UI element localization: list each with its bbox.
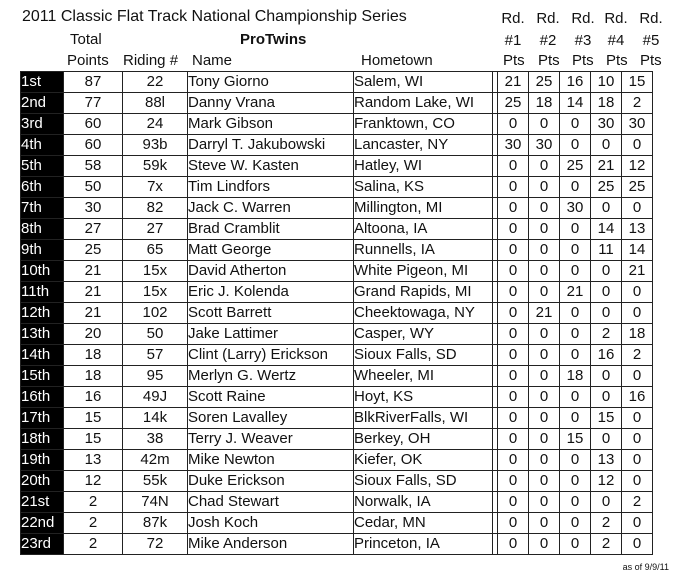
round-3-points-cell: 15: [560, 429, 591, 450]
total-points-cell: 16: [64, 387, 123, 408]
round-3-points-cell: 0: [560, 177, 591, 198]
round-5-points-cell: 0: [622, 471, 653, 492]
rider-name-cell: Mike Anderson: [188, 534, 354, 555]
round-2-points-cell: 30: [529, 135, 560, 156]
hometown-cell: Millington, MI: [354, 198, 493, 219]
riding-number-cell: 49J: [123, 387, 188, 408]
round-2-header: [531, 8, 565, 52]
table-row: [21, 261, 653, 282]
round-2-points-cell: 0: [529, 282, 560, 303]
round-2-points-cell: 0: [529, 534, 560, 555]
hometown-cell: Random Lake, WI: [354, 93, 493, 114]
round-3-points-cell: 14: [560, 93, 591, 114]
round-1-points-cell: 0: [498, 240, 529, 261]
round-1-points-cell: 0: [498, 366, 529, 387]
riding-number-cell: 82: [123, 198, 188, 219]
round-1-points-cell: 21: [498, 72, 529, 93]
table-row: [21, 408, 653, 429]
position-cell: 17th: [21, 408, 64, 429]
position-cell: 16th: [21, 387, 64, 408]
table-row: [21, 219, 653, 240]
round-1-points-cell: 30: [498, 135, 529, 156]
round-5-points-cell: 0: [622, 282, 653, 303]
total-points-cell: 60: [64, 114, 123, 135]
round-1-points-cell: 0: [498, 303, 529, 324]
total-points-cell: 60: [64, 135, 123, 156]
round-2-points-cell: 0: [529, 513, 560, 534]
round-label: Rd.: [501, 10, 525, 27]
rider-name-cell: Josh Koch: [188, 513, 354, 534]
round-2-points-cell: 0: [529, 366, 560, 387]
round-4-points-cell: 2: [591, 534, 622, 555]
position-cell: 4th: [21, 135, 64, 156]
round-2-points-cell: 0: [529, 471, 560, 492]
round-5-points-cell: 0: [622, 303, 653, 324]
total-points-cell: 18: [64, 366, 123, 387]
riding-number-cell: 65: [123, 240, 188, 261]
rider-name-cell: Mike Newton: [188, 450, 354, 471]
hometown-cell: Hoyt, KS: [354, 387, 493, 408]
rider-name-cell: Tim Lindfors: [188, 177, 354, 198]
standings-rows: [21, 72, 653, 555]
round-3-points-cell: 0: [560, 450, 591, 471]
hometown-cell: Berkey, OH: [354, 429, 493, 450]
round-1-points-cell: 0: [498, 534, 529, 555]
round-3-points-cell: 0: [560, 492, 591, 513]
table-row: [21, 366, 653, 387]
rider-name-cell: Scott Barrett: [188, 303, 354, 324]
round-2-points-cell: 0: [529, 345, 560, 366]
table-row: [21, 240, 653, 261]
round-5-points-cell: 0: [622, 366, 653, 387]
round-1-points-cell: 0: [498, 198, 529, 219]
riding-number-cell: 59k: [123, 156, 188, 177]
rider-name-cell: Clint (Larry) Erickson: [188, 345, 354, 366]
position-cell: 14th: [21, 345, 64, 366]
round-3-points-cell: 0: [560, 261, 591, 282]
position-cell: 3rd: [21, 114, 64, 135]
rider-name-cell: Mark Gibson: [188, 114, 354, 135]
round-1-points-cell: 0: [498, 492, 529, 513]
points-header: Points: [67, 52, 109, 69]
round-2-points-cell: 0: [529, 429, 560, 450]
table-row: [21, 156, 653, 177]
riding-number-cell: 15x: [123, 261, 188, 282]
page-title: 2011 Classic Flat Track National Championship Series: [22, 8, 407, 25]
round-2-points-cell: 0: [529, 492, 560, 513]
name-header: Name: [192, 52, 233, 69]
round-number: #3: [574, 32, 592, 49]
round-3-points-cell: 0: [560, 408, 591, 429]
position-cell: 22nd: [21, 513, 64, 534]
round-4-points-cell: 15: [591, 408, 622, 429]
round-3-points-cell: 18: [560, 366, 591, 387]
position-cell: 2nd: [21, 93, 64, 114]
round-5-header: [634, 8, 668, 52]
round-5-points-cell: 0: [622, 198, 653, 219]
table-row: [21, 93, 653, 114]
riding-number-cell: 88l: [123, 93, 188, 114]
round-5-points-cell: 12: [622, 156, 653, 177]
riding-number-cell: 87k: [123, 513, 188, 534]
round-1-points-cell: 0: [498, 156, 529, 177]
round-5-points-cell: 2: [622, 492, 653, 513]
rider-name-cell: Danny Vrana: [188, 93, 354, 114]
round-4-points-cell: 16: [591, 345, 622, 366]
round-2-points-cell: 0: [529, 387, 560, 408]
round-3-points-cell: 25: [560, 156, 591, 177]
table-row: [21, 303, 653, 324]
riding-number-cell: 95: [123, 366, 188, 387]
round-1-points-cell: 0: [498, 324, 529, 345]
round-5-points-cell: 0: [622, 450, 653, 471]
round-5-points-cell: 2: [622, 93, 653, 114]
riding-number-cell: 74N: [123, 492, 188, 513]
hometown-cell: Cheektowaga, NY: [354, 303, 493, 324]
standings-table: [20, 71, 653, 555]
round-2-points-cell: 18: [529, 93, 560, 114]
round-5-points-cell: 30: [622, 114, 653, 135]
round-1-points-cell: 0: [498, 450, 529, 471]
round-5-points-cell: 0: [622, 408, 653, 429]
round-5-points-cell: 15: [622, 72, 653, 93]
round-label: Rd.: [604, 10, 628, 27]
round-2-points-cell: 0: [529, 324, 560, 345]
hometown-cell: BlkRiverFalls, WI: [354, 408, 493, 429]
table-row: [21, 345, 653, 366]
round-1-points-cell: 0: [498, 387, 529, 408]
riding-number-cell: 24: [123, 114, 188, 135]
rider-name-cell: Brad Cramblit: [188, 219, 354, 240]
round-label: Rd.: [639, 10, 663, 27]
position-cell: 21st: [21, 492, 64, 513]
hometown-header: Hometown: [361, 52, 433, 69]
position-cell: 9th: [21, 240, 64, 261]
table-row: [21, 429, 653, 450]
round-4-points-cell: 0: [591, 282, 622, 303]
hometown-cell: Runnells, IA: [354, 240, 493, 261]
round-2-points-cell: 0: [529, 240, 560, 261]
pts-header: Pts: [572, 52, 594, 69]
total-points-cell: 2: [64, 513, 123, 534]
round-5-points-cell: 2: [622, 345, 653, 366]
table-row: [21, 177, 653, 198]
pts-header: Pts: [640, 52, 662, 69]
round-3-header: [566, 8, 600, 52]
position-cell: 13th: [21, 324, 64, 345]
round-1-points-cell: 0: [498, 261, 529, 282]
round-4-header: [599, 8, 633, 52]
round-2-points-cell: 0: [529, 114, 560, 135]
table-row: [21, 387, 653, 408]
hometown-cell: Cedar, MN: [354, 513, 493, 534]
position-cell: 12th: [21, 303, 64, 324]
round-3-points-cell: 21: [560, 282, 591, 303]
rider-name-cell: Merlyn G. Wertz: [188, 366, 354, 387]
total-points-cell: 58: [64, 156, 123, 177]
hometown-cell: Norwalk, IA: [354, 492, 493, 513]
round-3-points-cell: 0: [560, 240, 591, 261]
hometown-cell: Princeton, IA: [354, 534, 493, 555]
round-5-points-cell: 0: [622, 135, 653, 156]
rider-name-cell: Duke Erickson: [188, 471, 354, 492]
round-4-points-cell: 14: [591, 219, 622, 240]
total-points-cell: 13: [64, 450, 123, 471]
round-5-points-cell: 13: [622, 219, 653, 240]
table-row: [21, 492, 653, 513]
round-1-points-cell: 0: [498, 345, 529, 366]
total-points-cell: 15: [64, 408, 123, 429]
riding-number-cell: 7x: [123, 177, 188, 198]
round-4-points-cell: 0: [591, 429, 622, 450]
round-2-points-cell: 21: [529, 303, 560, 324]
round-1-points-cell: 0: [498, 429, 529, 450]
round-1-points-cell: 0: [498, 114, 529, 135]
riding-number-cell: 15x: [123, 282, 188, 303]
round-4-points-cell: 0: [591, 261, 622, 282]
round-label: Rd.: [571, 10, 595, 27]
table-row: [21, 114, 653, 135]
round-4-points-cell: 0: [591, 303, 622, 324]
hometown-cell: Kiefer, OK: [354, 450, 493, 471]
round-3-points-cell: 0: [560, 534, 591, 555]
position-cell: 5th: [21, 156, 64, 177]
pts-header: Pts: [606, 52, 628, 69]
round-4-points-cell: 2: [591, 324, 622, 345]
table-row: [21, 72, 653, 93]
rider-name-cell: Scott Raine: [188, 387, 354, 408]
total-points-cell: 27: [64, 219, 123, 240]
pts-header: Pts: [503, 52, 525, 69]
round-number: #1: [504, 32, 522, 49]
round-1-points-cell: 0: [498, 513, 529, 534]
round-2-points-cell: 0: [529, 219, 560, 240]
round-2-points-cell: 25: [529, 72, 560, 93]
table-row: [21, 471, 653, 492]
round-3-points-cell: 0: [560, 471, 591, 492]
total-points-cell: 15: [64, 429, 123, 450]
riding-number-cell: 27: [123, 219, 188, 240]
pts-header: Pts: [538, 52, 560, 69]
position-cell: 19th: [21, 450, 64, 471]
table-row: [21, 513, 653, 534]
hometown-cell: Sioux Falls, SD: [354, 471, 493, 492]
round-3-points-cell: 30: [560, 198, 591, 219]
total-points-cell: 21: [64, 261, 123, 282]
round-5-points-cell: 21: [622, 261, 653, 282]
round-4-points-cell: 11: [591, 240, 622, 261]
round-label: Rd.: [536, 10, 560, 27]
position-cell: 10th: [21, 261, 64, 282]
position-cell: 15th: [21, 366, 64, 387]
rider-name-cell: Matt George: [188, 240, 354, 261]
round-3-points-cell: 16: [560, 72, 591, 93]
round-4-points-cell: 21: [591, 156, 622, 177]
as-of-note: as of 9/9/11: [622, 562, 669, 572]
round-1-points-cell: 0: [498, 219, 529, 240]
total-points-cell: 20: [64, 324, 123, 345]
table-row: [21, 450, 653, 471]
round-5-points-cell: 16: [622, 387, 653, 408]
hometown-cell: Salina, KS: [354, 177, 493, 198]
riding-number-cell: 22: [123, 72, 188, 93]
total-label: Total: [70, 31, 102, 48]
position-cell: 6th: [21, 177, 64, 198]
round-3-points-cell: 0: [560, 135, 591, 156]
rider-name-cell: Chad Stewart: [188, 492, 354, 513]
total-points-cell: 30: [64, 198, 123, 219]
hometown-cell: Franktown, CO: [354, 114, 493, 135]
round-number: #5: [642, 32, 660, 49]
round-5-points-cell: 0: [622, 534, 653, 555]
hometown-cell: Lancaster, NY: [354, 135, 493, 156]
riding-number-cell: 57: [123, 345, 188, 366]
class-label: ProTwins: [240, 31, 307, 48]
round-number: #2: [539, 32, 557, 49]
riding-number-cell: 93b: [123, 135, 188, 156]
round-5-points-cell: 18: [622, 324, 653, 345]
round-4-points-cell: 25: [591, 177, 622, 198]
table-row: [21, 324, 653, 345]
table-row: [21, 135, 653, 156]
round-2-points-cell: 0: [529, 261, 560, 282]
rider-name-cell: David Atherton: [188, 261, 354, 282]
round-5-points-cell: 25: [622, 177, 653, 198]
round-1-points-cell: 0: [498, 282, 529, 303]
total-points-cell: 2: [64, 534, 123, 555]
round-1-points-cell: 25: [498, 93, 529, 114]
total-points-cell: 25: [64, 240, 123, 261]
round-5-points-cell: 0: [622, 429, 653, 450]
total-points-cell: 18: [64, 345, 123, 366]
hometown-cell: Altoona, IA: [354, 219, 493, 240]
round-1-points-cell: 0: [498, 177, 529, 198]
rider-name-cell: Terry J. Weaver: [188, 429, 354, 450]
round-4-points-cell: 2: [591, 513, 622, 534]
position-cell: 1st: [21, 72, 64, 93]
round-4-points-cell: 0: [591, 135, 622, 156]
round-5-points-cell: 14: [622, 240, 653, 261]
round-3-points-cell: 0: [560, 303, 591, 324]
round-2-points-cell: 0: [529, 177, 560, 198]
total-points-cell: 87: [64, 72, 123, 93]
total-points-cell: 12: [64, 471, 123, 492]
round-3-points-cell: 0: [560, 219, 591, 240]
hometown-cell: Grand Rapids, MI: [354, 282, 493, 303]
hometown-cell: Casper, WY: [354, 324, 493, 345]
round-2-points-cell: 0: [529, 198, 560, 219]
round-4-points-cell: 0: [591, 492, 622, 513]
round-3-points-cell: 0: [560, 114, 591, 135]
round-3-points-cell: 0: [560, 387, 591, 408]
riding-number-cell: 102: [123, 303, 188, 324]
rider-name-cell: Soren Lavalley: [188, 408, 354, 429]
position-cell: 7th: [21, 198, 64, 219]
riding-header: Riding #: [123, 52, 179, 69]
hometown-cell: Wheeler, MI: [354, 366, 493, 387]
round-2-points-cell: 0: [529, 156, 560, 177]
round-4-points-cell: 18: [591, 93, 622, 114]
table-row: [21, 198, 653, 219]
round-1-header: [496, 8, 530, 52]
table-row: [21, 534, 653, 555]
hometown-cell: Salem, WI: [354, 72, 493, 93]
rider-name-cell: Eric J. Kolenda: [188, 282, 354, 303]
riding-number-cell: 14k: [123, 408, 188, 429]
rider-name-cell: Jack C. Warren: [188, 198, 354, 219]
position-cell: 18th: [21, 429, 64, 450]
table-row: [21, 282, 653, 303]
rider-name-cell: Tony Giorno: [188, 72, 354, 93]
total-points-cell: 2: [64, 492, 123, 513]
rider-name-cell: Steve W. Kasten: [188, 156, 354, 177]
round-2-points-cell: 0: [529, 408, 560, 429]
round-4-points-cell: 10: [591, 72, 622, 93]
riding-number-cell: 72: [123, 534, 188, 555]
round-5-points-cell: 0: [622, 513, 653, 534]
rider-name-cell: Jake Lattimer: [188, 324, 354, 345]
riding-number-cell: 38: [123, 429, 188, 450]
round-4-points-cell: 0: [591, 366, 622, 387]
riding-number-cell: 55k: [123, 471, 188, 492]
round-4-points-cell: 0: [591, 198, 622, 219]
round-3-points-cell: 0: [560, 324, 591, 345]
round-4-points-cell: 0: [591, 387, 622, 408]
total-points-cell: 77: [64, 93, 123, 114]
round-3-points-cell: 0: [560, 513, 591, 534]
total-points-cell: 21: [64, 282, 123, 303]
round-1-points-cell: 0: [498, 408, 529, 429]
total-points-cell: 50: [64, 177, 123, 198]
position-cell: 8th: [21, 219, 64, 240]
round-3-points-cell: 0: [560, 345, 591, 366]
hometown-cell: Sioux Falls, SD: [354, 345, 493, 366]
round-4-points-cell: 30: [591, 114, 622, 135]
hometown-cell: White Pigeon, MI: [354, 261, 493, 282]
hometown-cell: Hatley, WI: [354, 156, 493, 177]
round-4-points-cell: 13: [591, 450, 622, 471]
riding-number-cell: 50: [123, 324, 188, 345]
total-points-cell: 21: [64, 303, 123, 324]
rider-name-cell: Darryl T. Jakubowski: [188, 135, 354, 156]
round-number: #4: [607, 32, 625, 49]
position-cell: 11th: [21, 282, 64, 303]
riding-number-cell: 42m: [123, 450, 188, 471]
round-1-points-cell: 0: [498, 471, 529, 492]
position-cell: 23rd: [21, 534, 64, 555]
position-cell: 20th: [21, 471, 64, 492]
round-2-points-cell: 0: [529, 450, 560, 471]
round-4-points-cell: 12: [591, 471, 622, 492]
